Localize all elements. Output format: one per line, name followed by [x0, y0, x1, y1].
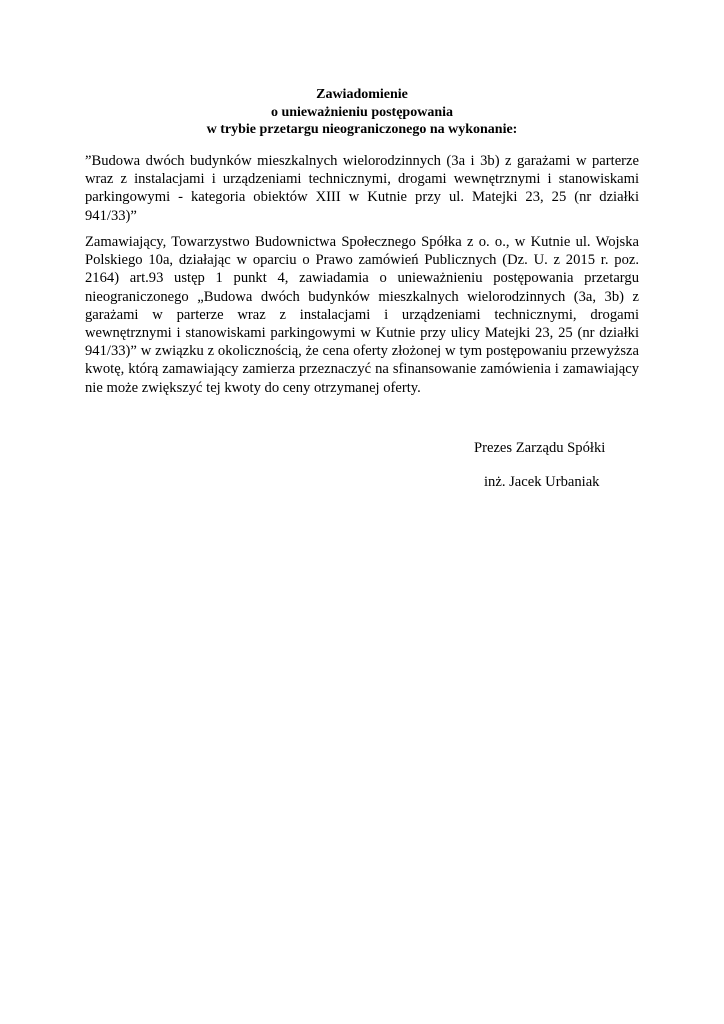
body-line: wewnętrznymi i stanowiskami parkingowymi w Kutnie przy ulicy Matejki 23, 25 (nr działki: [85, 325, 639, 342]
subject-line: ”Budowa dwóch budynków mieszkalnych wielorodzinnych (3a i 3b) z garażami w parterze: [85, 153, 639, 169]
body-line: Polskiego 10a, działając w oparciu o Prawo zamówień Publicznych (Dz. U. z 2015 r. poz.: [85, 252, 639, 269]
signature-role: Prezes Zarządu Spółki: [474, 440, 606, 456]
body-line: kwotę, którą zamawiający zamierza przeznaczyć na sfinansowanie zamówienia i zamawiający: [85, 361, 639, 378]
title-line: w trybie przetargu nieograniczonego na wykonanie:: [206, 122, 518, 137]
body-line: nieograniczonego „Budowa dwóch budynków mieszkalnych wielorodzinnych (3a, 3b) z: [85, 288, 639, 305]
body-line: Zamawiający, Towarzystwo Budownictwa Społecznego Spółka z o. o., w Kutnie ul. Wojska: [85, 234, 639, 250]
body-paragraph: [85, 233, 639, 397]
body-line: garażami w parterze wraz z instalacjami i urządzeniami technicznymi, drogami: [85, 306, 639, 323]
subject-paragraph: [85, 152, 639, 225]
subject-line: parkingowymi - kategoria obiektów XIII w Kutnie przy ul. Matejki 23, 25 (nr działki: [85, 189, 639, 206]
title-line: o unieważnieniu postępowania: [270, 104, 454, 120]
title-line: Zawiadomienie: [316, 87, 408, 102]
signature-name: inż. Jacek Urbaniak: [484, 474, 600, 490]
body-line: nie może zwiększyć tej kwoty do ceny otrzymanej oferty.: [85, 379, 421, 396]
body-line: 2164) art.93 ustęp 1 punkt 4, zawiadamia o unieważnieniu postępowania przetargu: [85, 270, 639, 287]
body-line: 941/33)” w związku z okolicznością, że cena oferty złożonej w tym postępowaniu przewyższa: [85, 343, 639, 360]
subject-line: 941/33)”: [85, 207, 137, 224]
document-title: [85, 86, 639, 139]
subject-line: wraz z instalacjami i urządzeniami technicznymi, drogami wewnętrznymi i stanowiskami: [85, 171, 639, 188]
